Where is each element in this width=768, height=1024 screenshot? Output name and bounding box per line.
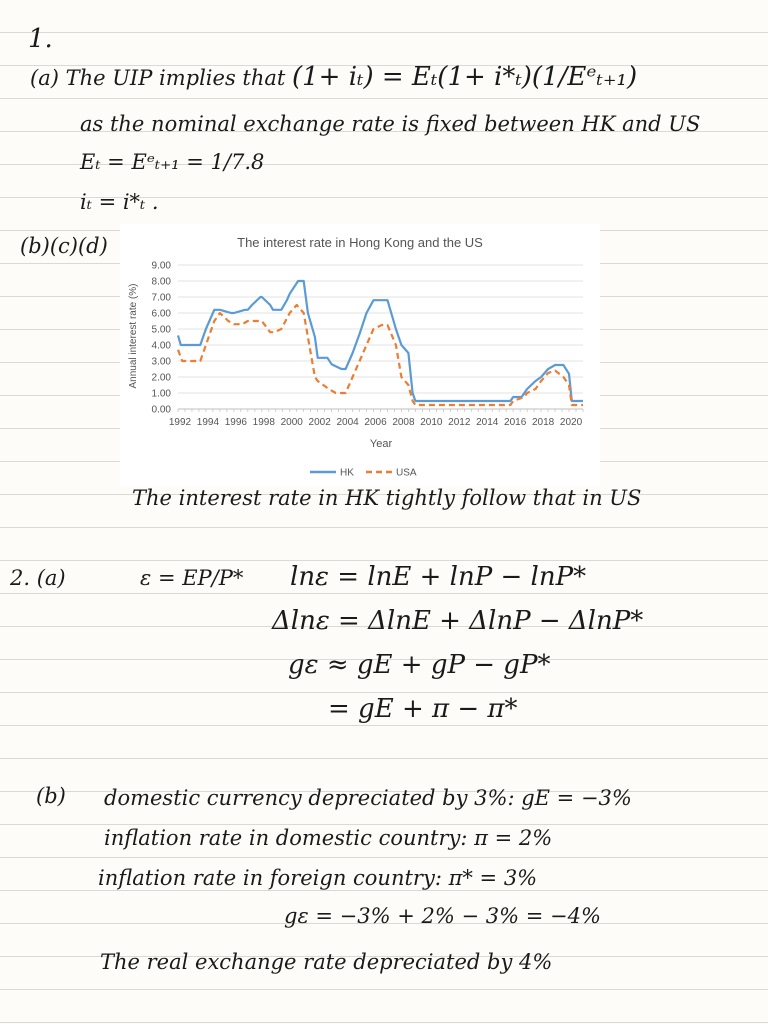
q2a-growth-eq: gε ≈ gE + gP − gP* — [288, 650, 551, 680]
q1a-exchange-rate-eq: Eₜ = Eᵉₜ₊₁ = 1/7.8 — [80, 150, 265, 174]
y-tick-label: 1.00 — [151, 388, 171, 400]
y-tick-label: 8.00 — [151, 276, 171, 288]
series-line-hk — [178, 281, 583, 401]
x-tick-label: 2002 — [308, 417, 331, 428]
x-tick-label: 1994 — [196, 417, 220, 428]
q2a-final-eq: = gE + π − π* — [328, 694, 518, 724]
x-tick-label: 1992 — [168, 417, 192, 428]
interest-rate-chart-svg — [120, 224, 600, 486]
q2a-log-eq: lnε = lnE + lnP − lnP* — [290, 562, 587, 592]
q2b-depreciation-line: domestic currency depreciated by 3%: gE = −3% — [104, 786, 632, 810]
y-tick-label: 6.00 — [151, 308, 171, 320]
x-tick-label: 2014 — [476, 417, 499, 428]
x-tick-label: 2006 — [364, 417, 387, 428]
x-tick-label: 2012 — [448, 417, 471, 428]
q2b-domestic-inflation: inflation rate in domestic country: π = 2% — [104, 826, 553, 850]
q2b-result-eq: gε = −3% + 2% − 3% = −4% — [284, 904, 601, 928]
x-tick-label: 2018 — [531, 417, 555, 428]
q1a-uip-label: (a) The UIP implies that — [30, 66, 286, 90]
q2a-delta-log-eq: Δlnε = ΔlnE + ΔlnP − ΔlnP* — [272, 606, 644, 636]
series-line-usa — [178, 305, 583, 405]
interest-rate-chart — [120, 224, 600, 486]
q2b-foreign-inflation: inflation rate in foreign country: π* = 3% — [98, 866, 538, 890]
x-tick-label: 2020 — [559, 417, 583, 428]
q1-bcd-label: (b)(c)(d) — [20, 234, 108, 258]
y-tick-label: 3.00 — [151, 356, 171, 368]
y-tick-label: 2.00 — [151, 372, 171, 384]
x-tick-label: 2008 — [392, 417, 415, 428]
legend-label-usa: USA — [396, 467, 417, 479]
x-tick-label: 1998 — [252, 417, 275, 428]
question-1-number: 1. — [28, 24, 53, 54]
y-tick-label: 9.00 — [151, 260, 171, 272]
q2a-label: 2. (a) — [10, 566, 66, 590]
chart-title: The interest rate in Hong Kong and the US — [237, 235, 483, 250]
x-tick-label: 2004 — [336, 417, 359, 428]
q1a-interest-eq: iₜ = i*ₜ . — [80, 190, 159, 214]
y-tick-label: 4.00 — [151, 340, 171, 352]
chart-legend — [310, 468, 417, 479]
q1a-fixed-rate-note: as the nominal exchange rate is fixed between HK and US — [80, 112, 701, 136]
y-tick-label: 7.00 — [151, 292, 171, 304]
q2b-conclusion: The real exchange rate depreciated by 4% — [100, 950, 553, 974]
q1-conclusion: The interest rate in HK tightly follow that in US — [132, 486, 642, 510]
x-axis-label: Year — [369, 438, 393, 450]
y-tick-label: 0.00 — [151, 404, 171, 416]
x-tick-label: 2000 — [280, 417, 303, 428]
y-tick-label: 5.00 — [151, 324, 171, 336]
x-tick-label: 2016 — [504, 417, 527, 428]
x-tick-label: 2010 — [420, 417, 443, 428]
q1a-uip-equation: (1+ iₜ) = Eₜ(1+ i*ₜ)(1/Eᵉₜ₊₁) — [292, 62, 638, 92]
x-tick-label: 1996 — [224, 417, 247, 428]
q2a-real-rate-def: ε = EP/P* — [140, 566, 244, 590]
y-axis-label: Annual interest rate (%) — [128, 283, 139, 389]
q2b-label: (b) — [36, 784, 66, 808]
legend-label-hk: HK — [340, 467, 354, 479]
